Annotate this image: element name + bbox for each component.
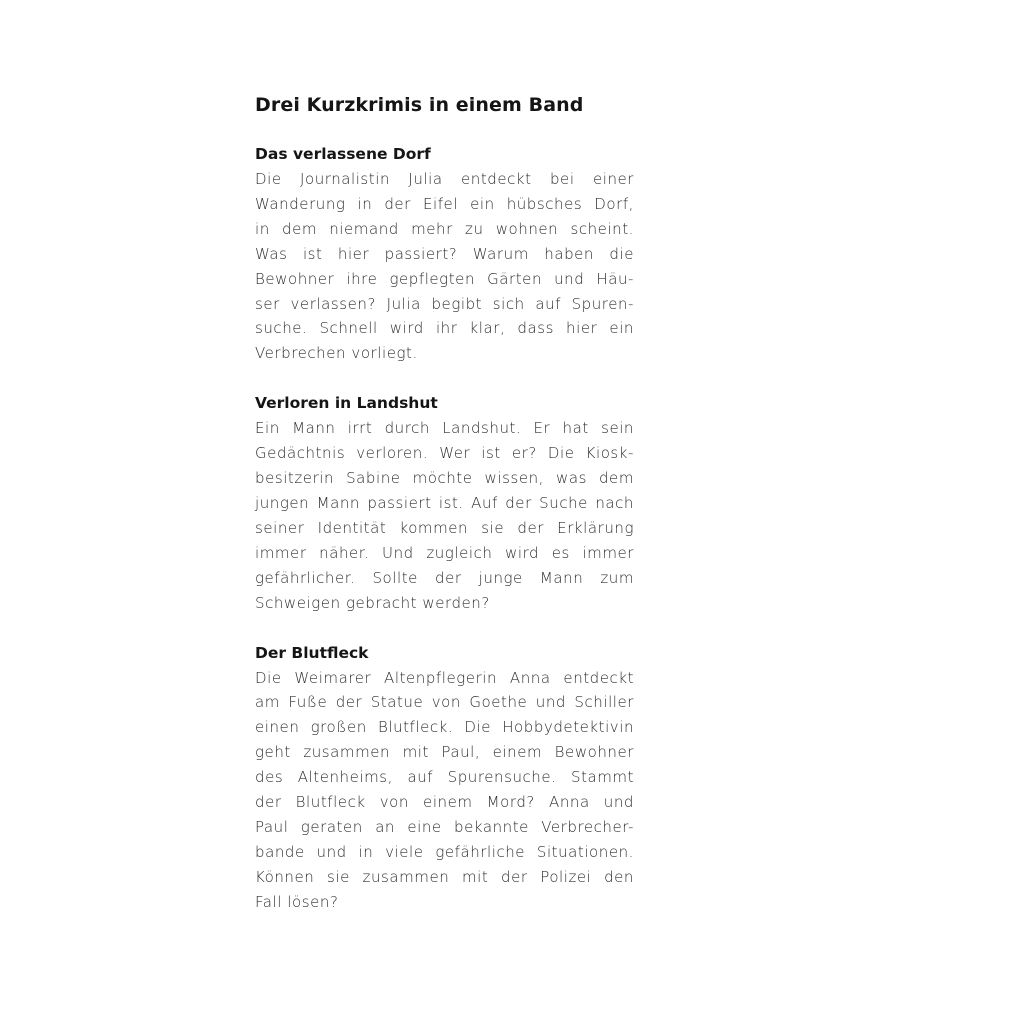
story-description	[255, 416, 634, 615]
text-line: bande und in viele gefährliche Situationen.	[255, 842, 634, 861]
text-line: Die Journalistin Julia entdeckt bei einer	[255, 170, 634, 188]
text-line: Die Weimarer Altenpflegerin Anna entdeckt	[255, 668, 634, 687]
text-line: in dem niemand mehr zu wohnen scheint.	[255, 219, 634, 238]
story-description	[255, 167, 634, 366]
text-line: immer näher. Und zugleich wird es immer	[255, 543, 634, 562]
story-section	[255, 391, 634, 615]
story-description	[255, 666, 634, 915]
text-line: jungen Mann passiert ist. Auf der Suche nach	[255, 493, 634, 512]
text-line: geht zusammen mit Paul, einem Bewohner	[255, 743, 634, 762]
text-line: ser verlassen? Julia begibt sich auf Spuren-	[255, 294, 634, 313]
text-line: Wanderung in der Eifel ein hübsches Dorf,	[255, 194, 634, 213]
text-line: seiner Identität kommen sie der Erklärung	[255, 518, 634, 537]
text-line: Ein Mann irrt durch Landshut. Er hat sein	[255, 419, 634, 438]
text-line: einen großen Blutfleck. Die Hobbydetektivin	[255, 718, 634, 737]
text-line: Verbrechen vorliegt.	[255, 344, 418, 363]
text-line: Fall lösen?	[255, 892, 339, 911]
story-list	[255, 142, 634, 915]
page-title: Drei Kurzkrimis in einem Band	[255, 94, 584, 116]
text-line: der Blutfleck von einem Mord? Anna und	[255, 793, 634, 812]
text-line: Schweigen gebracht werden?	[255, 593, 490, 612]
story-section	[255, 142, 634, 366]
text-line: Gedächtnis verloren. Wer ist er? Die Kiosk-	[255, 444, 634, 463]
text-line: des Altenheims, auf Spurensuche. Stammt	[255, 768, 634, 787]
text-line: Paul geraten an eine bekannte Verbrecher-	[255, 817, 634, 836]
story-title: Das verlassene Dorf	[255, 145, 431, 163]
story-section	[255, 641, 634, 915]
text-line: Können sie zusammen mit der Polizei den	[255, 867, 634, 886]
book-blurb-page	[255, 92, 634, 940]
text-line: Bewohner ihre gepflegten Gärten und Häu-	[255, 269, 634, 288]
text-line: gefährlicher. Sollte der junge Mann zum	[255, 568, 634, 587]
story-title: Verloren in Landshut	[255, 394, 438, 413]
story-title: Der Blutfleck	[255, 643, 369, 662]
text-line: am Fuße der Statue von Goethe und Schiller	[255, 693, 634, 712]
text-line: Was ist hier passiert? Warum haben die	[255, 244, 634, 263]
text-line: besitzerin Sabine möchte wissen, was dem	[255, 469, 634, 488]
text-line: suche. Schnell wird ihr klar, dass hier ein	[255, 319, 634, 338]
